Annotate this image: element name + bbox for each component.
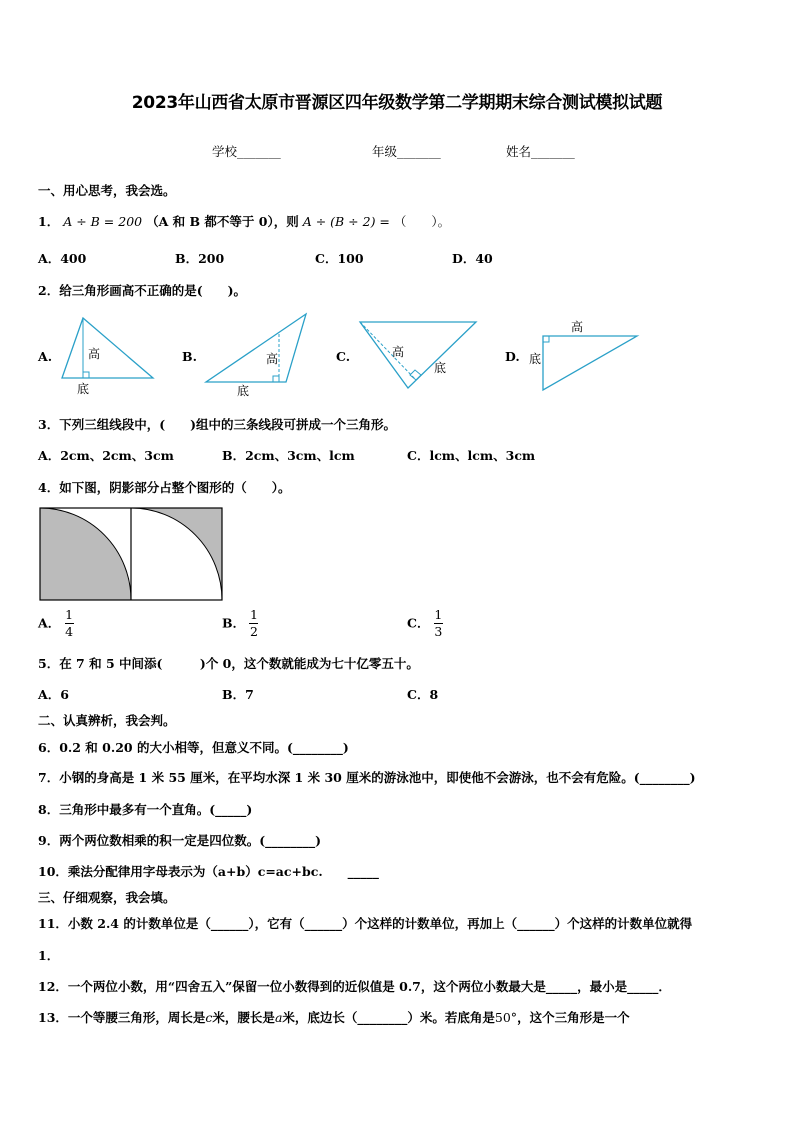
q4-option-b xyxy=(222,608,258,639)
q2-option-c: C. xyxy=(336,349,351,364)
q4-shaded-figure xyxy=(39,507,225,602)
question-3: 3．下列三组线段中，( )组中的三条线段可拼成一个三角形。 xyxy=(38,417,397,432)
q13-text-d: 米，底边长（________）米。若底角是 xyxy=(282,1010,495,1025)
q1-option-a: A．400 xyxy=(38,251,87,266)
q2-triangle-d xyxy=(525,316,640,396)
q2-triangle-c xyxy=(354,316,479,396)
question-7: 7．小钢的身高是 1 米 55 厘米，在平均水深 1 米 30 厘米的游泳池中，即使他不会游泳，也不会有危险。(________) xyxy=(38,770,696,785)
q4-option-a xyxy=(38,608,74,639)
question-4: 4．如下图，阴影部分占整个图形的（ ）。 xyxy=(38,480,291,495)
section-1-heading: 一、用心思考，我会选。 xyxy=(38,183,176,198)
q4-c-numerator: 1 xyxy=(434,607,443,622)
q1-number: 1． xyxy=(38,214,60,229)
question-5: 5．在 7 和 5 中间添( )个 0，这个数就能成为七十亿零五十。 xyxy=(38,656,419,671)
question-10: 10．乘法分配律用字母表示为（a+b）c=ac+bc. _____ xyxy=(38,864,379,879)
q1-condition: （A 和 B 都不等于 0），则 xyxy=(146,214,299,229)
q2-b-height-label: 高 xyxy=(266,352,279,366)
q4-b-numerator: 1 xyxy=(249,607,258,622)
q2-b-base-label: 底 xyxy=(237,384,250,398)
q2-d-height-label: 高 xyxy=(571,320,584,334)
q2-d-base-label: 底 xyxy=(529,352,542,366)
question-8: 8．三角形中最多有一个直角。(_____) xyxy=(38,802,253,817)
q3-option-b: B．2cm、3cm、lcm xyxy=(222,448,355,463)
q1-option-d: D．40 xyxy=(452,251,493,266)
q2-c-height-label: 高 xyxy=(392,345,405,359)
question-1 xyxy=(38,214,450,230)
q4-option-a-label: A． xyxy=(38,615,61,631)
q1-blank: （ ）。 xyxy=(393,214,451,229)
q13-angle: 50° xyxy=(494,1010,518,1025)
question-11-line-1: 11．小数 2.4 的计数单位是（______），它有（______）个这样的计数单位，再加上（______）个这样的计数单位就得 xyxy=(38,916,693,931)
q13-text-b: 米，腰长是 xyxy=(212,1010,275,1025)
q4-option-c-label: C． xyxy=(407,615,430,631)
q5-option-c: C．8 xyxy=(407,687,439,702)
q3-option-a: A．2cm、2cm、3cm xyxy=(38,448,174,463)
q1-expression-2: A ÷ (B ÷ 2) = xyxy=(302,214,390,229)
q1-option-c: C．100 xyxy=(315,251,364,266)
q4-c-denominator: 3 xyxy=(434,624,443,639)
school-field: 学校_______ xyxy=(212,144,281,159)
question-12: 12．一个两位小数，用“四舍五入”保留一位小数得到的近似值是 0.7，这个两位小数最大是_____，最小是_____． xyxy=(38,979,671,994)
q4-option-c xyxy=(407,608,443,639)
q4-option-b-label: B． xyxy=(222,615,246,631)
q2-option-d: D. xyxy=(505,349,520,364)
q2-triangle-b xyxy=(200,310,312,398)
page-title: 2023年山西省太原市晋源区四年级数学第二学期期末综合测试模拟试题 xyxy=(131,93,663,113)
q2-a-base-label: 底 xyxy=(77,382,90,396)
q4-b-denominator: 2 xyxy=(249,624,258,639)
name-field: 姓名_______ xyxy=(506,144,575,159)
question-6: 6．0.2 和 0.20 的大小相等，但意义不同。(________) xyxy=(38,740,349,755)
q2-option-b: B. xyxy=(182,349,197,364)
question-11-line-2: 1． xyxy=(38,948,60,963)
question-13 xyxy=(38,1010,630,1026)
q4-a-denominator: 4 xyxy=(65,624,74,639)
q4-a-numerator: 1 xyxy=(65,607,74,622)
grade-field: 年级_______ xyxy=(372,144,441,159)
q1-option-b: B．200 xyxy=(175,251,225,266)
q13-text-e: ，这个三角形是一个 xyxy=(517,1010,630,1025)
question-9: 9．两个两位数相乘的积一定是四位数。(________) xyxy=(38,833,322,848)
q13-var-a: a xyxy=(274,1010,283,1025)
q3-option-c: C．lcm、lcm、3cm xyxy=(407,448,536,463)
q5-option-a: A．6 xyxy=(38,687,69,702)
q2-triangle-a xyxy=(55,312,160,396)
section-3-heading: 三、仔细观察，我会填。 xyxy=(38,890,176,905)
q2-a-height-label: 高 xyxy=(88,347,101,361)
q1-expression-1: A ÷ B = 200 xyxy=(63,214,143,229)
q2-c-base-label: 底 xyxy=(434,361,447,375)
question-2: 2．给三角形画高不正确的是( )。 xyxy=(38,283,247,298)
q13-text-a: 13．一个等腰三角形，周长是 xyxy=(38,1010,206,1025)
q5-option-b: B．7 xyxy=(222,687,254,702)
q2-option-a: A. xyxy=(38,349,53,364)
section-2-heading: 二、认真辨析，我会判。 xyxy=(38,713,176,728)
q13-var-c: c xyxy=(205,1010,213,1025)
